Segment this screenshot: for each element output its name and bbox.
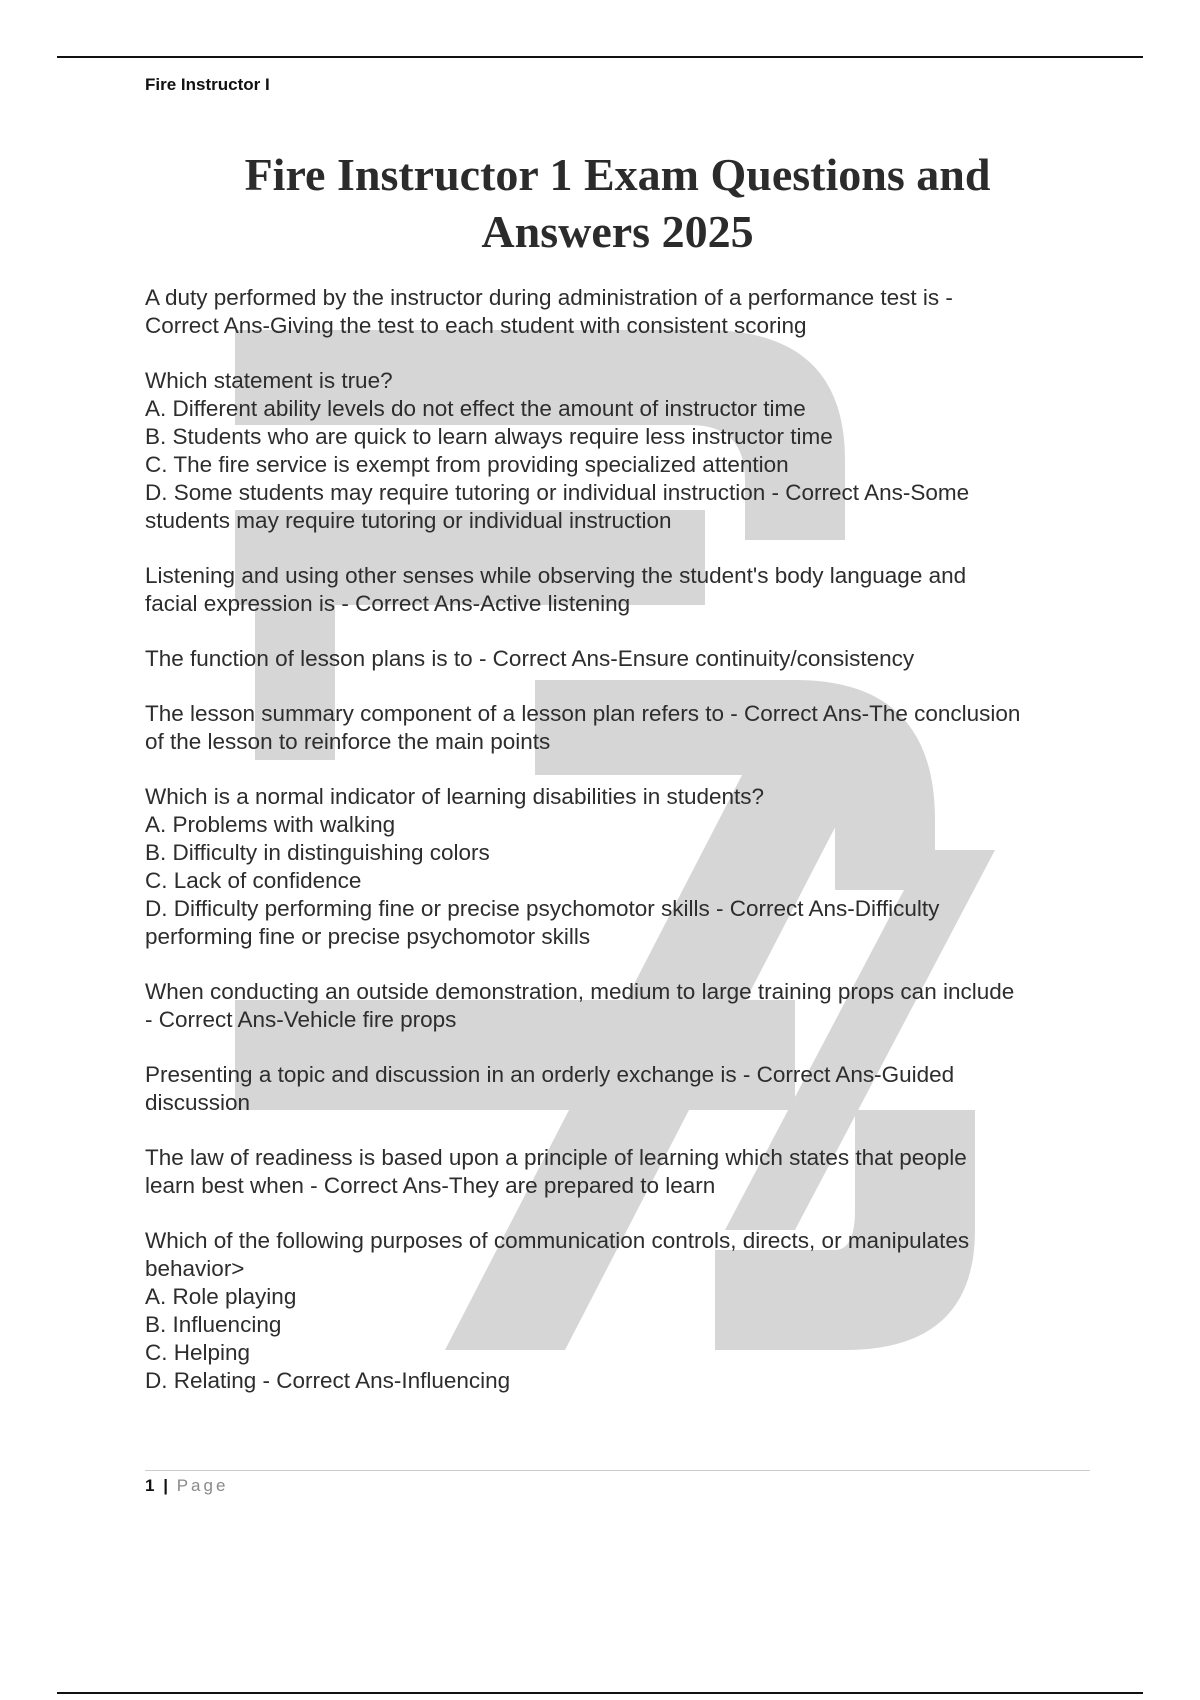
qa-line: C. The fire service is exempt from providing specialized attention bbox=[145, 452, 789, 477]
document-title-line-1: Fire Instructor 1 Exam Questions and bbox=[244, 149, 991, 200]
qa-line: The law of readiness is based upon a principle of learning which states that people bbox=[145, 1145, 967, 1170]
qa-item bbox=[145, 645, 1100, 673]
qa-line: learn best when - Correct Ans-They are prepared to learn bbox=[145, 1173, 716, 1198]
qa-line: C. Helping bbox=[145, 1340, 251, 1365]
qa-item bbox=[145, 978, 1100, 1034]
page-footer bbox=[145, 1476, 228, 1496]
qa-line: A. Role playing bbox=[145, 1284, 297, 1309]
bottom-rule bbox=[57, 1692, 1143, 1694]
qa-line: A duty performed by the instructor during administration of a performance test is - bbox=[145, 285, 953, 310]
qa-line: performing fine or precise psychomotor skills bbox=[145, 924, 591, 949]
qa-item bbox=[145, 367, 1100, 535]
qa-line: Which is a normal indicator of learning disabilities in students? bbox=[145, 784, 765, 809]
document-title-line-2: Answers 2025 bbox=[481, 206, 754, 257]
qa-line: discussion bbox=[145, 1090, 251, 1115]
qa-item bbox=[145, 783, 1100, 951]
qa-line: D. Relating - Correct Ans-Influencing bbox=[145, 1368, 511, 1393]
qa-line: B. Students who are quick to learn always require less instructor time bbox=[145, 424, 833, 449]
qa-line: D. Some students may require tutoring or individual instruction - Correct Ans-Some bbox=[145, 480, 970, 505]
qa-line: Correct Ans-Giving the test to each student with consistent scoring bbox=[145, 313, 807, 338]
qa-line: Which of the following purposes of communication controls, directs, or manipulates bbox=[145, 1228, 970, 1253]
qa-line: B. Influencing bbox=[145, 1312, 282, 1337]
qa-item bbox=[145, 700, 1100, 756]
qa-line: Which statement is true? bbox=[145, 368, 393, 393]
qa-line: A. Problems with walking bbox=[145, 812, 396, 837]
qa-item bbox=[145, 1061, 1100, 1117]
qa-line: of the lesson to reinforce the main points bbox=[145, 729, 551, 754]
qa-item bbox=[145, 284, 1100, 340]
qa-line: D. Difficulty performing fine or precise psychomotor skills - Correct Ans-Difficulty bbox=[145, 896, 940, 921]
qa-line: C. Lack of confidence bbox=[145, 868, 362, 893]
qa-line: The function of lesson plans is to - Correct Ans-Ensure continuity/consistency bbox=[145, 646, 915, 671]
qa-line: A. Different ability levels do not effect the amount of instructor time bbox=[145, 396, 806, 421]
qa-item bbox=[145, 562, 1100, 618]
page-label: Page bbox=[176, 1476, 229, 1495]
page-number: 1 bbox=[145, 1476, 155, 1495]
qa-item bbox=[145, 1227, 1100, 1395]
qa-line: B. Difficulty in distinguishing colors bbox=[145, 840, 490, 865]
qa-line: students may require tutoring or individual instruction bbox=[145, 508, 672, 533]
running-header: Fire Instructor I bbox=[145, 75, 270, 94]
qa-line: - Correct Ans-Vehicle fire props bbox=[145, 1007, 457, 1032]
document-title bbox=[145, 146, 1090, 260]
qa-line: When conducting an outside demonstration, medium to large training props can include bbox=[145, 979, 1015, 1004]
footer-separator: | bbox=[163, 1476, 168, 1495]
top-rule bbox=[57, 56, 1143, 58]
qa-line: Listening and using other senses while observing the student's body language and bbox=[145, 563, 967, 588]
footer-rule bbox=[145, 1470, 1090, 1471]
qa-list bbox=[145, 284, 1100, 1422]
qa-line: behavior> bbox=[145, 1256, 245, 1281]
qa-line: facial expression is - Correct Ans-Active listening bbox=[145, 591, 631, 616]
qa-line: Presenting a topic and discussion in an orderly exchange is - Correct Ans-Guided bbox=[145, 1062, 955, 1087]
qa-item bbox=[145, 1144, 1100, 1200]
qa-line: The lesson summary component of a lesson plan refers to - Correct Ans-The conclusion bbox=[145, 701, 1021, 726]
